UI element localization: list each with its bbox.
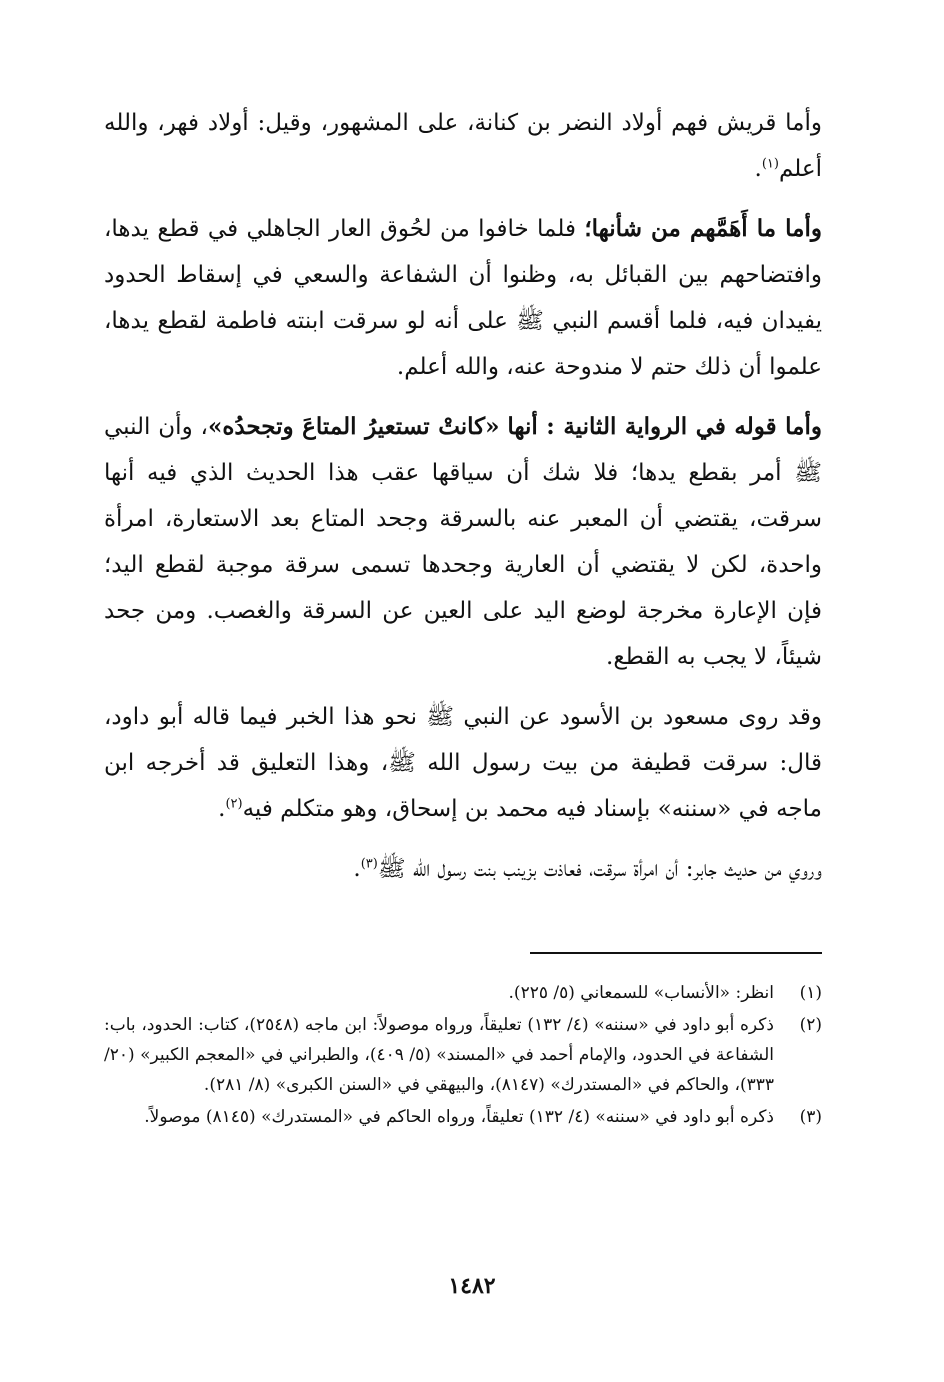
footnote-3 [104, 1102, 822, 1132]
paragraph-lead: وأما ما أَهَمَّهم من شأنها؛ [584, 215, 822, 242]
paragraph-text: وروي من حديث جابر: أن امرأة سرقت، فعاذت بزينب بنت رسول الله ﷺ [377, 856, 822, 882]
footnote-number: (٣) [799, 1107, 822, 1127]
paragraph-concern [104, 206, 822, 390]
paragraph-text: ، وأن النبي ﷺ أمر بقطع يدها؛ فلا شك أن سياقها عقب هذا الحديث الذي فيه أنها سرقت، يقتضي أن المعبر عنه بالسرقة وجحد المتاع بعد الاستعارة، امرأة واحدة، لكن لا يقتضي أن العارية وجحدها تسمى سرقة موجبة لقطع اليد؛ فإن الإعارة مخرجة لوضع اليد على العين عن السرقة والغصب. ومن جحد شيئاً، لا يجب به القطع. [104, 414, 822, 670]
paragraph-end: . [754, 156, 762, 182]
paragraph-jabir [104, 846, 822, 892]
footnote-number: (١) [799, 983, 822, 1003]
paragraph-quraysh [104, 100, 822, 192]
footnote-ref-3: (٣) [360, 856, 378, 872]
footnote-ref-2: (٢) [225, 796, 243, 812]
page-number: ١٤٨٢ [448, 1273, 496, 1299]
main-text [104, 100, 822, 906]
footnote-separator [530, 952, 822, 954]
paragraph-masud [104, 694, 822, 832]
paragraph-text: فلما خافوا من لحُوق العار الجاهلي في قطع يدها، وافتضاحهم بين القبائل به، وظنوا أن الشفاعة والسعي في إسقاط الحدود يفيدان فيه، فلما أقسم النبي ﷺ على أنه لو سرقت ابنته فاطمة لقطع يدها، علموا أن ذلك حتم لا مندوحة عنه، والله أعلم. [104, 216, 822, 380]
footnotes [104, 978, 822, 1134]
footnote-text: انظر: «الأنساب» للسمعاني (٥/ ٢٢٥). [508, 983, 774, 1003]
paragraph-text: وأما قريش فهم أولاد النضر بن كنانة، على المشهور، وقيل: أولاد فهر، والله أعلم [104, 110, 822, 182]
footnote-ref-1: (١) [761, 156, 779, 172]
footnote-2 [104, 1010, 822, 1100]
footnote-number: (٢) [799, 1015, 822, 1035]
paragraph-text: وقد روى مسعود بن الأسود عن النبي ﷺ نحو هذا الخبر فيما قاله أبو داود، قال: سرقت قطيفة من بيت رسول الله ﷺ، وهذا التعليق قد أخرجه ابن ماجه في «سننه» بإسناد فيه محمد بن إسحاق، وهو متكلم فيه [104, 704, 822, 822]
hadith-quote: «كانتْ تستعيرُ المتاعَ وتجحدُه» [207, 413, 500, 440]
footnote-1 [104, 978, 822, 1008]
paragraph-end: . [218, 796, 226, 822]
paragraph-second-narration [104, 404, 822, 680]
footnote-text: ذكره أبو داود في «سننه» (٤/ ١٣٢) تعليقاً، ورواه موصولاً: ابن ماجه (٢٥٤٨)، كتاب: الحدود، باب: الشفاعة في الحدود، والإمام أحمد في «المسند» (٥/ ٤٠٩)، والطبراني في «المعجم الكبير» (٢٠/ ٣٣٣)، والحاكم في «المستدرك» (٨١٤٧)، والبيهقي في «السنن الكبرى» (٨/ ٢٨١). [104, 1015, 774, 1095]
footnote-text: ذكره أبو داود في «سننه» (٤/ ١٣٢) تعليقاً، ورواه الحاكم في «المستدرك» (٨١٤٥) موصولاً. [144, 1107, 774, 1127]
paragraph-end: . [353, 856, 361, 882]
paragraph-lead: وأما قوله في الرواية الثانية : أنها [507, 413, 822, 440]
